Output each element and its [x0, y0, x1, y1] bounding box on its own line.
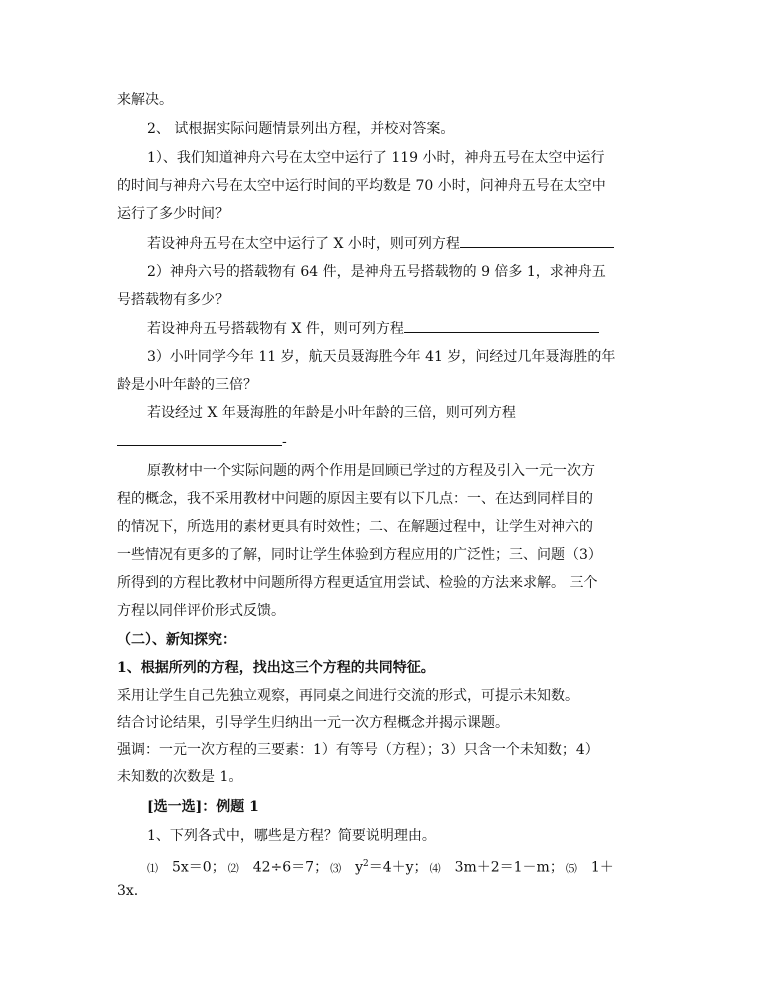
subsection-heading: 1、根据所列的方程，找出这三个方程的共同特征。 — [117, 660, 435, 676]
answer-blank[interactable] — [460, 233, 614, 248]
text-line: 强调：一元一次方程的三要素：1）有等号（方程）；3）只含一个未知数；4） — [117, 742, 599, 758]
item-number: ⑶ — [330, 861, 342, 875]
text-line: 若设经过 X 年聂海胜的年龄是小叶年龄的三倍，则可列方程 — [147, 405, 516, 421]
text-line: 龄是小叶年龄的三倍？ — [117, 377, 257, 393]
item-number: ⑵ — [227, 861, 239, 875]
text-line: 一些情况有更多的了解，同时让学生体验到方程应用的广泛性；三、问题（3） — [117, 547, 602, 563]
answer-blank[interactable] — [404, 318, 599, 333]
text-line: 采用让学生自己先独立观察，再同桌之间进行交流的形式，可提示未知数。 — [117, 688, 579, 704]
question-line-3 — [117, 431, 657, 453]
text-line: 1、下列各式中，哪些是方程？简要说明理由。 — [147, 828, 436, 844]
example-heading: [选一选]：例题 1 — [147, 799, 259, 815]
text-line: 结合讨论结果，引导学生归纳出一元一次方程概念并揭示课题。 — [117, 715, 509, 731]
item-number: ⑴ — [147, 861, 158, 875]
exercise-line — [147, 854, 687, 876]
text-line: 的时间与神舟六号在太空中运行时间的平均数是 70 小时，问神舟五号在太空中 — [117, 178, 606, 194]
text-line: 号搭载物有多少？ — [117, 292, 229, 308]
section-heading: （二）、新知探究： — [117, 632, 236, 648]
blank-tail: - — [282, 434, 287, 450]
text-line: 原教材中一个实际问题的两个作用是回顾已学过的方程及引入一元一次方 — [147, 463, 595, 479]
text-line: 程的概念，我不采用教材中问题的原因主要有以下几点：一、在达到同样目的 — [117, 491, 593, 507]
answer-blank[interactable] — [117, 431, 282, 446]
text-line: 3）小叶同学今年 11 岁，航天员聂海胜今年 41 岁，问经过几年聂海胜的年 — [147, 349, 616, 365]
text-line: 1）、我们知道神舟六号在太空中运行了 119 小时，神舟五号在太空中运行 — [147, 150, 605, 166]
text-line: 所得到的方程比教材中问题所得方程更适宜用尝试、检验的方法来求解。 三个 — [117, 575, 598, 591]
text-line: 方程以同伴评价形式反馈。 — [117, 603, 285, 619]
text-line: 2、 试根据实际问题情景列出方程，并校对答案。 — [147, 121, 455, 137]
expression: 5x＝0； — [172, 859, 226, 876]
expression: y — [355, 859, 363, 876]
text-line: 来解决。 — [117, 92, 173, 108]
exponent: 2 — [363, 859, 369, 869]
question-text: 若设神舟五号在太空中运行了 X 小时，则可列方程 — [147, 236, 460, 252]
expression: 3m＋2＝1－m； — [454, 859, 564, 876]
expression: 1＋ — [590, 859, 614, 876]
item-number: ⑷ — [429, 861, 441, 875]
question-text: 若设神舟五号搭载物有 X 件，则可列方程 — [147, 321, 404, 337]
item-number: ⑸ — [565, 861, 577, 875]
question-line-1 — [147, 233, 687, 255]
text-line: 3x. — [117, 883, 139, 899]
text-line: 运行了多少时间？ — [117, 206, 229, 222]
expression: 42÷6＝7； — [252, 859, 329, 876]
text-line: 2）神舟六号的搭载物有 64 件，是神舟五号搭载物的 9 倍多 1，求神舟五 — [147, 264, 606, 280]
text-line: 的情况下，所选用的素材更具有时效性；二、在解题过程中，让学生对神六的 — [117, 519, 593, 535]
text-line: 未知数的次数是 1。 — [117, 769, 243, 785]
expression: ＝4＋y； — [368, 859, 428, 876]
question-line-2 — [147, 318, 687, 340]
